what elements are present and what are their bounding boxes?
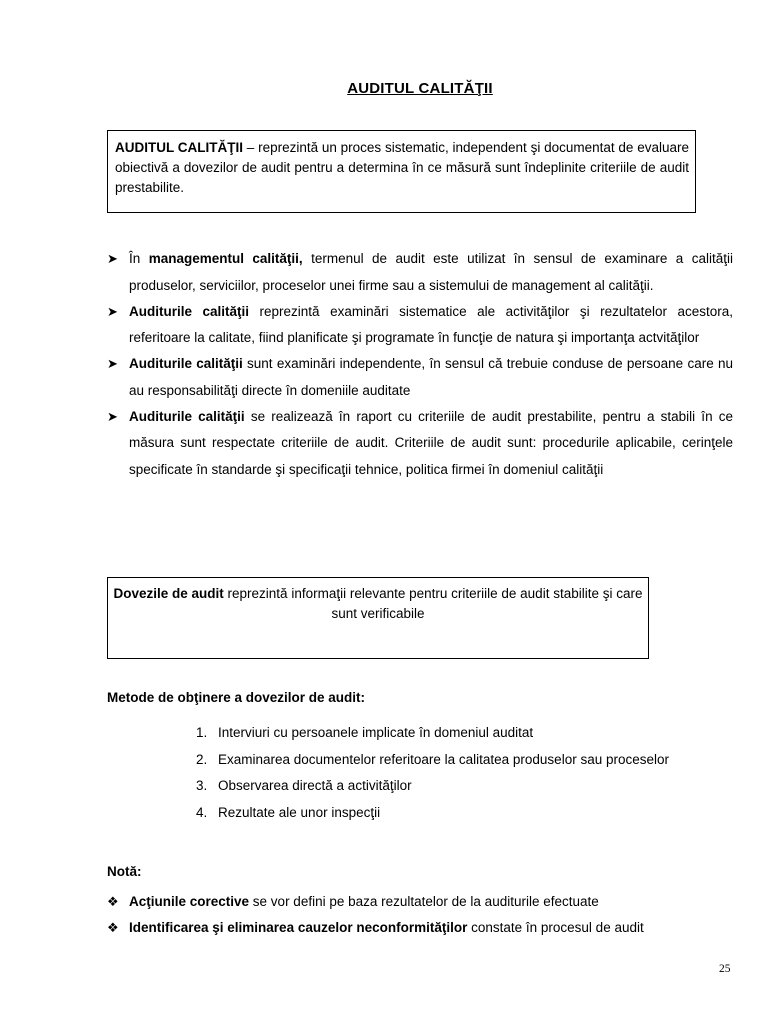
bullet-list xyxy=(107,246,733,483)
bullet-bold: managementul calităţii, xyxy=(148,251,303,266)
list-item xyxy=(107,299,733,352)
note-text: constate în procesul de audit xyxy=(467,920,644,935)
arrowhead-bullet-icon: ➤ xyxy=(107,356,118,371)
list-item xyxy=(196,773,736,800)
arrowhead-bullet-icon: ➤ xyxy=(107,251,118,266)
list-item xyxy=(107,889,737,915)
methods-list xyxy=(196,720,736,827)
bullet-text: sunt examinări independente, în sensul că trebuie conduse de persoane care nu au responsabilităţi directe în domeniile auditate xyxy=(129,356,733,398)
item-number: 3. xyxy=(196,778,208,794)
definition-text: – reprezintă un proces sistematic, independent şi documentat de evaluare obiectivă a dovezilor de audit pentru a determina în ce măsură sunt îndeplinite criteriile de audit prestabilite. xyxy=(115,140,689,195)
list-item xyxy=(196,800,736,827)
evidence-box xyxy=(107,577,649,659)
bullet-bold: Auditurile calităţii xyxy=(129,303,250,319)
definition-term: AUDITUL CALITĂŢII xyxy=(115,140,244,155)
item-text: Examinarea documentelor referitoare la calitatea produselor sau proceselor xyxy=(218,751,669,767)
list-item xyxy=(107,351,733,404)
list-item xyxy=(107,915,737,941)
note-text: se vor defini pe baza rezultatelor de la auditurile efectuate xyxy=(249,894,599,909)
list-item xyxy=(107,246,733,299)
bullet-prefix: În xyxy=(129,251,149,266)
note-heading: Notă: xyxy=(107,864,142,879)
methods-heading: Metode de obţinere a dovezilor de audit: xyxy=(107,690,366,705)
bullet-text: termenul de audit este utilizat în sensul de examinare a calităţii produselor, serviciilor, proceselor unei firme sau a sistemului de management al calităţii. xyxy=(129,251,733,293)
page-title: AUDITUL CALITĂŢII xyxy=(347,80,493,97)
item-text: Interviuri cu persoanele implicate în domeniul auditat xyxy=(218,725,534,740)
item-text: Rezultate ale unor inspecţii xyxy=(218,805,381,821)
notes-list xyxy=(107,889,737,941)
item-text: Observarea directă a activităţilor xyxy=(218,778,412,794)
diamond-bullet-icon: ❖ xyxy=(107,894,119,909)
definition-box xyxy=(107,130,696,213)
item-number: 1. xyxy=(196,725,208,740)
list-item xyxy=(196,720,736,747)
list-item xyxy=(196,747,736,774)
page-number: 25 xyxy=(719,963,731,975)
item-number: 2. xyxy=(196,751,208,767)
bullet-text: reprezintă examinări sistematice ale activităţilor şi rezultatelor acestora, referitoare la calitate, fiind planificate şi programate în funcţie de natura şi importanţa actvităţilor xyxy=(129,303,733,345)
arrowhead-bullet-icon: ➤ xyxy=(107,303,118,319)
item-number: 4. xyxy=(196,805,208,821)
bullet-bold: Auditurile calităţii xyxy=(129,408,245,424)
arrowhead-bullet-icon: ➤ xyxy=(107,408,118,424)
evidence-term: Dovezile de audit xyxy=(113,586,224,601)
evidence-text: reprezintă informaţii relevante pentru criteriile de audit stabilite şi care sunt verificabile xyxy=(223,586,643,621)
note-bold: Acţiunile corective xyxy=(129,894,250,909)
diamond-bullet-icon: ❖ xyxy=(107,920,119,935)
list-item xyxy=(107,404,733,484)
note-bold: Identificarea şi eliminarea cauzelor neconformităţilor xyxy=(129,920,468,935)
bullet-bold: Auditurile calităţii xyxy=(129,356,243,371)
bullet-text: se realizează în raport cu criteriile de audit prestabilite, pentru a stabili în ce măsura sunt respectate criteriile de audit. Criteriile de audit sunt: procedurile aplicabile, cerinţele specificate în standarde şi specificaţii tehnice, politica firmei în domeniul calităţii xyxy=(129,408,733,477)
